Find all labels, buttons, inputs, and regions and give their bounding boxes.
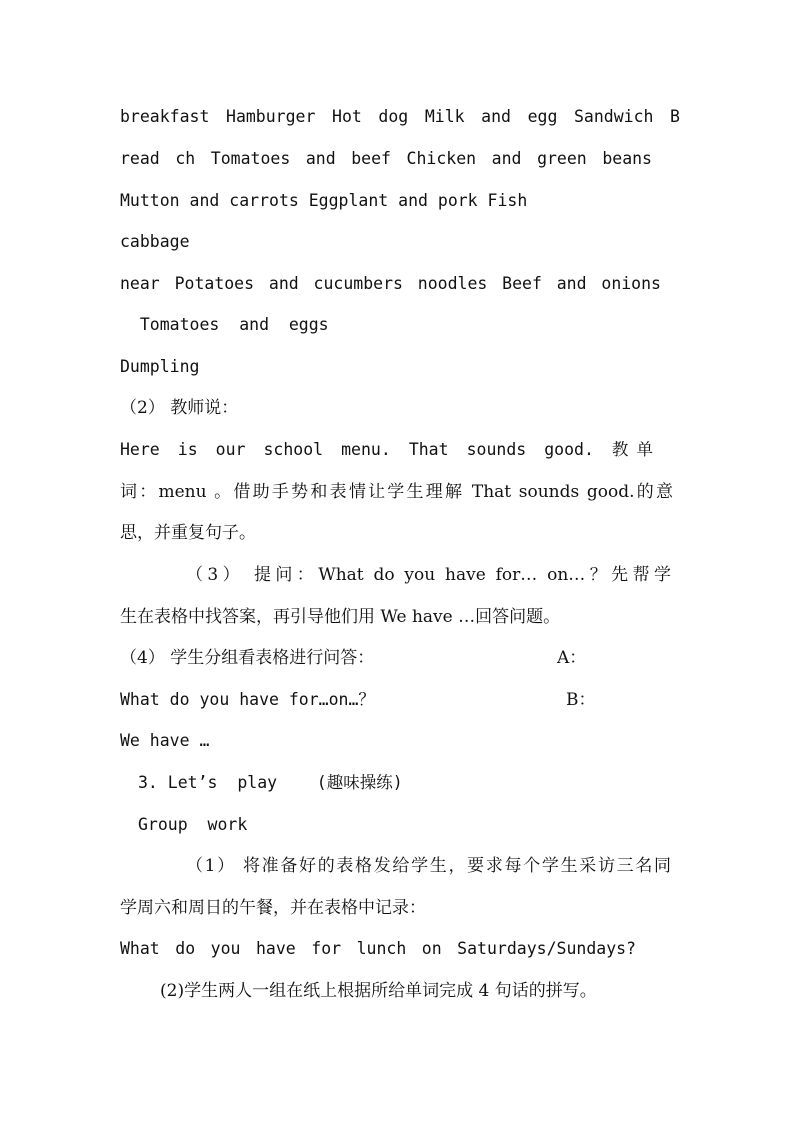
- group-work-label: Group work: [138, 815, 248, 834]
- food-list-line-6: Tomatoes and eggs: [120, 315, 329, 334]
- step-3-line-2: 生在表格中找答案，再引导他们用 We have …回答问题。: [120, 607, 561, 627]
- activity-1-line-1: （1） 将准备好的表格发给学生，要求每个学生采访三名同: [186, 856, 671, 876]
- teach-word-line: 词：menu 。借助手势和表情让学生理解 That sounds good.的意: [120, 482, 673, 502]
- food-list-line-5: near Potatoes and cucumbers noodles Beef and onions: [120, 274, 661, 293]
- food-list-line-4: cabbage: [120, 232, 190, 251]
- answer-line: We have …: [120, 731, 210, 750]
- question-line: What do you have for…on…？: [120, 690, 375, 709]
- food-list-line-1: breakfast Hamburger Hot dog Milk and egg Sandwich B: [120, 107, 680, 126]
- food-list-line-3: Mutton and carrots Eggplant and pork Fish: [120, 191, 528, 210]
- lunch-question-line: What do you have for lunch on Saturdays/Sundays?: [120, 939, 636, 958]
- speaker-a-label: A：: [557, 648, 587, 668]
- lets-play-heading: 3. Let’s play (趣味操练): [138, 773, 403, 792]
- food-list-line-7: Dumpling: [120, 357, 200, 376]
- step-3-line-1: （3） 提问：What do you have for… on…？先帮学: [186, 565, 671, 585]
- step-2-heading: （2） 教师说：: [120, 398, 239, 418]
- teacher-says-line: Here is our school menu. That sounds good. 教单: [120, 440, 653, 459]
- step-4-line: （4） 学生分组看表格进行问答：: [120, 648, 375, 668]
- activity-2-line: (2)学生两人一组在纸上根据所给单词完成 4 句话的拼写。: [160, 981, 597, 1001]
- repeat-sentence-line: 思，并重复句子。: [120, 523, 256, 543]
- speaker-b-label: B：: [566, 690, 596, 710]
- food-list-line-2: read ch Tomatoes and beef Chicken and green beans: [120, 149, 652, 168]
- activity-1-line-2: 学周六和周日的午餐，并在表格中记录：: [120, 898, 426, 918]
